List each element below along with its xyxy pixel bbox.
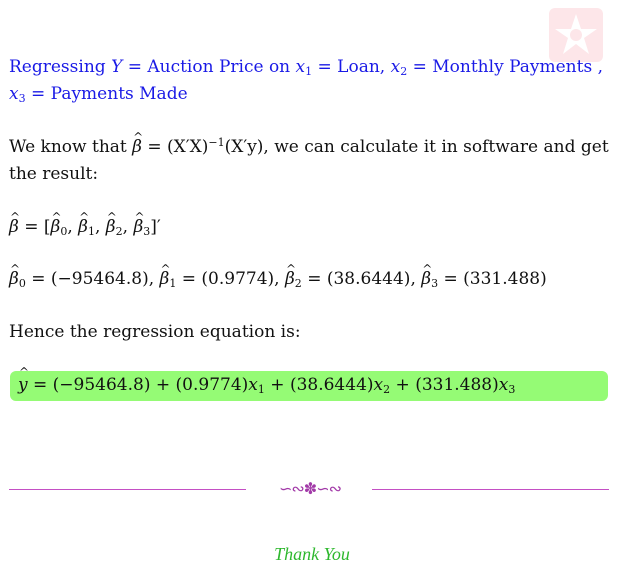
regression-heading-line2: $x_3$ = Payments Made bbox=[9, 84, 188, 105]
thank-you-text: Thank You bbox=[274, 544, 350, 564]
regression-equation: ^ $y = (-95464.8) + (0.9774)x_1 + (38.6444)x_2 + (331.488)x_3$ bbox=[18, 375, 515, 395]
star-icon bbox=[549, 8, 603, 62]
intro-paragraph-line1: We know that ^ $\beta = (X'X)^{-1}(X'y)$, we can calculate it in software and get bbox=[9, 136, 609, 158]
regression-heading-line1: Regressing Y = Auction Price on $x_1$ = Loan, $x_2$ = Monthly Payments , bbox=[9, 57, 603, 78]
divider-left bbox=[9, 489, 246, 490]
flourish-ornament-icon: ∽∾✽∽∾ bbox=[278, 479, 342, 498]
hence-text: Hence the regression equation is: bbox=[9, 322, 301, 342]
divider-right bbox=[372, 489, 609, 490]
intro-paragraph-line2: the result: bbox=[9, 164, 99, 184]
regression-equation-box bbox=[10, 371, 608, 401]
beta-vector-definition: ^ β = [^ $\beta_0$, ^ $\beta_1$, ^ $\beta_2$, ^ $\beta_3]'$ bbox=[9, 216, 161, 238]
coefficient-values: ^ $\beta_0 = (-95464.8)$, ^ $\beta_1 = (0.9774)$, ^ $\beta_2 = (38.6444)$, ^ $\beta_3 = (331.488)$ bbox=[9, 268, 547, 290]
watermark-logo bbox=[549, 8, 603, 62]
